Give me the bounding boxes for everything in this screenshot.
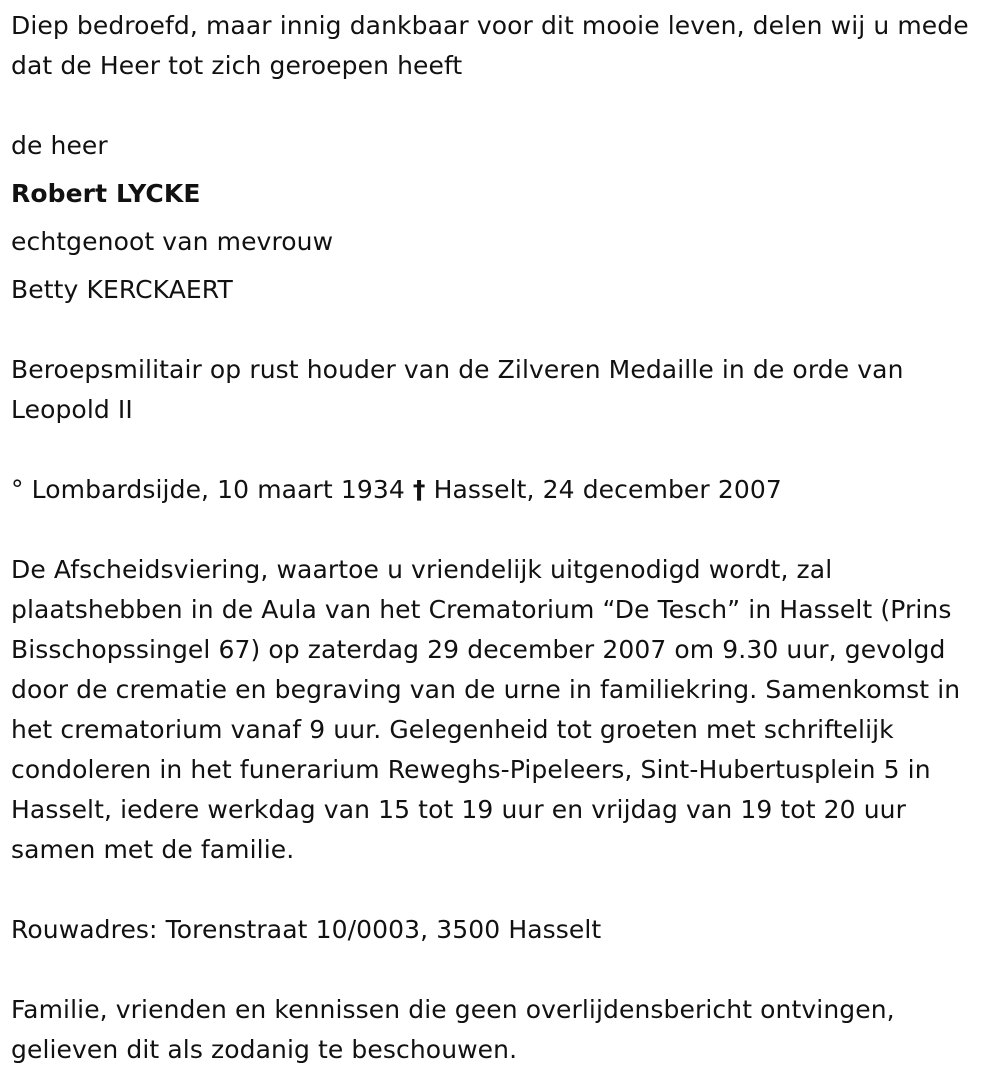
birth-symbol: ° — [11, 475, 24, 504]
closing-text: Familie, vrienden en kennissen die geen overlijdensbericht ontvingen, gelieven dit als zodanig te beschouwen. — [11, 995, 895, 1064]
mourning-address: Rouwadres: Torenstraat 10/0003, 3500 Hasselt — [11, 915, 602, 944]
intro-text: Diep bedroefd, maar innig dankbaar voor dit mooie leven, delen wij u mede dat de Heer tot zich geroepen heeft — [11, 11, 969, 80]
deceased-name: Robert LYCKE — [11, 179, 201, 208]
profession-text: Beroepsmilitair op rust houder van de Zilveren Medaille in de orde van Leopold II — [11, 355, 904, 424]
spouse-name: Betty KERCKAERT — [11, 275, 233, 304]
life-dates — [11, 470, 982, 510]
spacer — [11, 430, 982, 470]
spacer — [11, 86, 982, 126]
death-symbol: † — [412, 475, 426, 504]
birth-date: Lombardsijde, 10 maart 1934 — [31, 475, 405, 504]
title-prefix: de heer — [11, 131, 108, 160]
spacer — [11, 510, 982, 550]
spacer — [11, 310, 982, 350]
ceremony-text: De Afscheidsviering, waartoe u vriendelijk uitgenodigd wordt, zal plaatshebben in de Aula van het Crematorium “De Tesch” in Hasselt (Prins Bisschopssingel 67) op zaterdag 29 december 2007 om 9.30 uur, gevolgd door de crematie en begraving van de urne in familiekring. Samenkomst in het crematorium vanaf 9 uur. Gelegenheid tot groeten met schriftelijk condoleren in het funerarium Reweghs-Pipeleers, Sint-Hubertusplein 5 in Hasselt, iedere werkdag van 15 tot 19 uur en vrijdag van 19 tot 20 uur samen met de familie. — [11, 555, 961, 864]
death-date: Hasselt, 24 december 2007 — [433, 475, 782, 504]
spacer — [11, 870, 982, 910]
spacer — [11, 950, 982, 990]
spouse-relation: echtgenoot van mevrouw — [11, 227, 334, 256]
